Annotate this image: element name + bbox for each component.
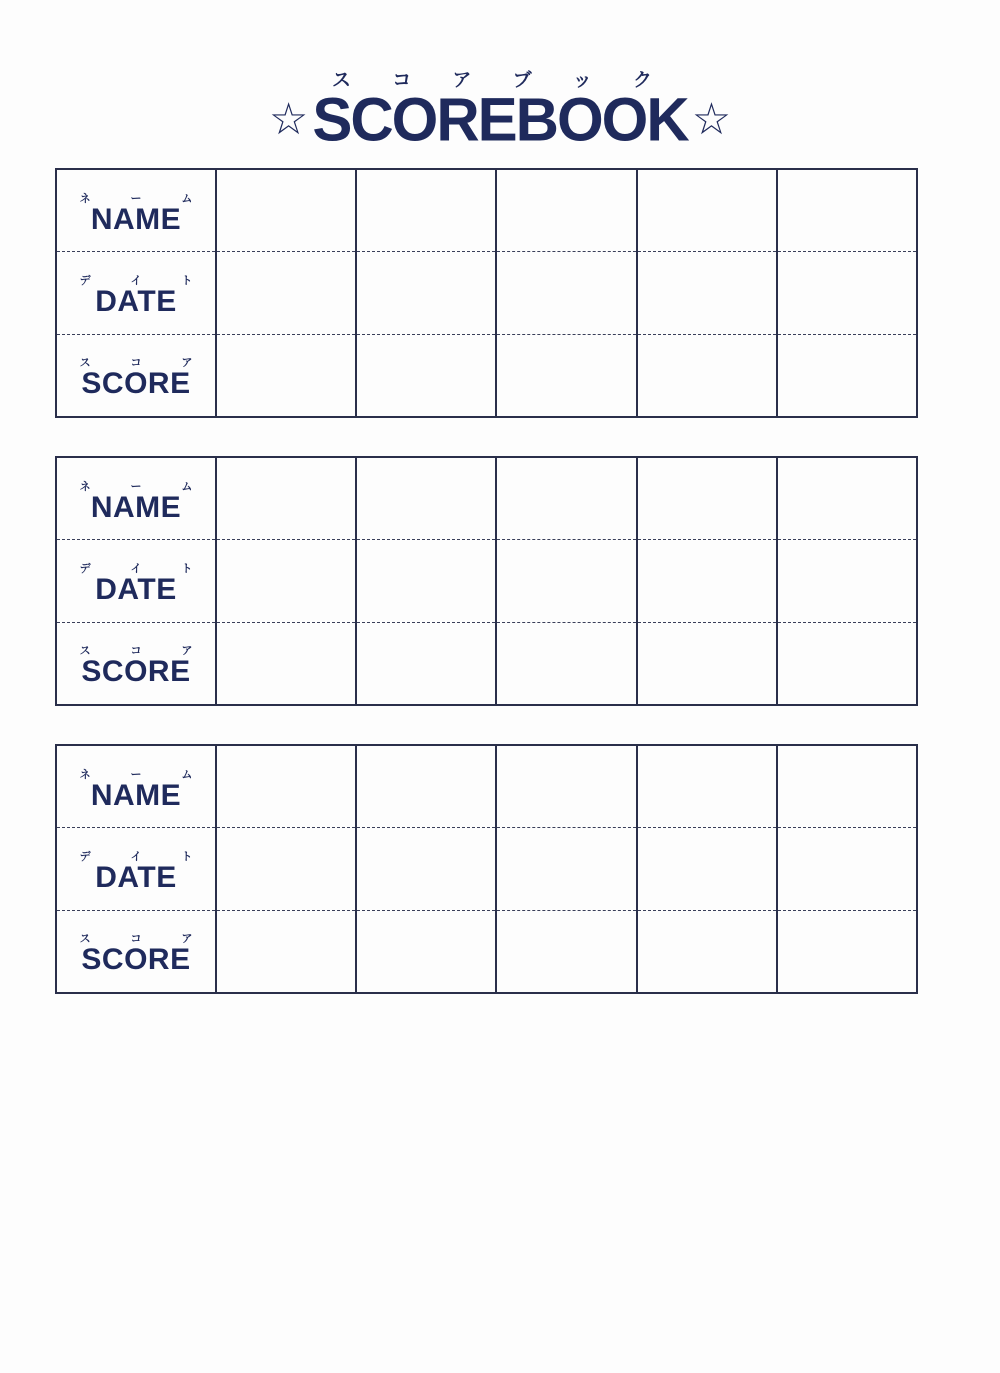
entry-cell-date[interactable] bbox=[357, 827, 495, 909]
row-label-name bbox=[57, 458, 215, 539]
entry-cell-score[interactable] bbox=[497, 334, 635, 416]
entry-cell-date[interactable] bbox=[357, 539, 495, 621]
entry-cell-score[interactable] bbox=[497, 622, 635, 704]
entry-cell-score[interactable] bbox=[217, 910, 355, 992]
entry-cell-score[interactable] bbox=[357, 622, 495, 704]
label-column bbox=[57, 170, 217, 416]
entry-column bbox=[217, 170, 357, 416]
entry-cell-name[interactable] bbox=[497, 458, 635, 539]
row-label-name bbox=[57, 746, 215, 827]
title-ruby-char: ブ bbox=[512, 69, 532, 91]
row-label-date bbox=[57, 251, 215, 333]
star-icon: ☆ bbox=[268, 94, 309, 145]
label-text: NAME bbox=[90, 490, 182, 524]
entry-cell-name[interactable] bbox=[497, 170, 635, 251]
entry-cell-date[interactable] bbox=[497, 827, 635, 909]
entry-cell-score[interactable] bbox=[217, 622, 355, 704]
entry-cell-name[interactable] bbox=[638, 746, 776, 827]
entry-column bbox=[217, 746, 357, 992]
entry-cell-score[interactable] bbox=[638, 334, 776, 416]
entry-cell-date[interactable] bbox=[357, 251, 495, 333]
entry-cell-name[interactable] bbox=[778, 458, 916, 539]
row-label-name bbox=[57, 170, 215, 251]
entry-column bbox=[357, 746, 497, 992]
entry-column bbox=[357, 170, 497, 416]
label-ruby: ネ ー ム bbox=[79, 767, 211, 781]
entry-column bbox=[778, 170, 916, 416]
label-ruby: デ イ ト bbox=[79, 561, 211, 575]
title-ruby-char: ス bbox=[332, 69, 352, 91]
entry-column bbox=[778, 746, 916, 992]
label-text: SCORE bbox=[81, 943, 191, 977]
title-ruby-char: コ bbox=[392, 69, 412, 91]
entry-cell-name[interactable] bbox=[217, 458, 355, 539]
entry-column bbox=[217, 458, 357, 704]
entry-cell-date[interactable] bbox=[217, 827, 355, 909]
entry-cell-name[interactable] bbox=[357, 170, 495, 251]
entry-cell-name[interactable] bbox=[497, 746, 635, 827]
label-ruby: ス コ ア bbox=[79, 356, 211, 370]
page-title bbox=[0, 85, 1000, 154]
score-card bbox=[55, 456, 918, 706]
score-card bbox=[55, 168, 918, 418]
entry-column bbox=[497, 746, 637, 992]
label-column bbox=[57, 746, 217, 992]
row-label-date bbox=[57, 539, 215, 621]
entry-cell-name[interactable] bbox=[638, 170, 776, 251]
label-column bbox=[57, 458, 217, 704]
entry-cell-date[interactable] bbox=[638, 827, 776, 909]
entry-cell-date[interactable] bbox=[217, 539, 355, 621]
entry-cell-name[interactable] bbox=[357, 746, 495, 827]
title-ruby-char: ッ bbox=[572, 69, 592, 91]
entry-column bbox=[357, 458, 497, 704]
label-ruby: ネ ー ム bbox=[79, 191, 211, 205]
label-ruby: デ イ ト bbox=[79, 273, 211, 287]
row-label-score bbox=[57, 622, 215, 704]
entry-column bbox=[497, 170, 637, 416]
score-card bbox=[55, 744, 918, 994]
entry-column bbox=[778, 458, 916, 704]
label-text: NAME bbox=[90, 778, 182, 812]
entry-cell-score[interactable] bbox=[357, 910, 495, 992]
title-ruby-char: ア bbox=[452, 69, 472, 91]
title-ruby-char: ク bbox=[632, 69, 652, 91]
entry-cell-name[interactable] bbox=[217, 170, 355, 251]
label-text: DATE bbox=[95, 284, 177, 318]
entry-column bbox=[638, 746, 778, 992]
entry-cell-name[interactable] bbox=[217, 746, 355, 827]
entry-cell-date[interactable] bbox=[638, 539, 776, 621]
entry-cell-date[interactable] bbox=[497, 251, 635, 333]
entry-cell-date[interactable] bbox=[638, 251, 776, 333]
entry-cell-score[interactable] bbox=[638, 622, 776, 704]
entry-cell-score[interactable] bbox=[497, 910, 635, 992]
row-label-date bbox=[57, 827, 215, 909]
label-ruby: デ イ ト bbox=[79, 849, 211, 863]
label-text: DATE bbox=[95, 860, 177, 894]
entry-column bbox=[638, 458, 778, 704]
entry-column bbox=[497, 458, 637, 704]
label-ruby: ス コ ア bbox=[79, 932, 211, 946]
label-text: NAME bbox=[90, 202, 182, 236]
entry-cell-name[interactable] bbox=[638, 458, 776, 539]
scorebook-header bbox=[0, 69, 1000, 154]
entry-cell-date[interactable] bbox=[778, 827, 916, 909]
title-text: SCOREBOOK bbox=[312, 85, 688, 154]
entry-cell-date[interactable] bbox=[497, 539, 635, 621]
entry-cell-score[interactable] bbox=[638, 910, 776, 992]
label-text: DATE bbox=[95, 572, 177, 606]
entry-cell-date[interactable] bbox=[217, 251, 355, 333]
entry-cell-name[interactable] bbox=[357, 458, 495, 539]
entry-cell-score[interactable] bbox=[778, 910, 916, 992]
entry-cell-score[interactable] bbox=[357, 334, 495, 416]
label-text: SCORE bbox=[81, 655, 191, 689]
label-text: SCORE bbox=[81, 367, 191, 401]
row-label-score bbox=[57, 334, 215, 416]
entry-cell-date[interactable] bbox=[778, 539, 916, 621]
entry-cell-name[interactable] bbox=[778, 746, 916, 827]
entry-cell-score[interactable] bbox=[217, 334, 355, 416]
row-label-score bbox=[57, 910, 215, 992]
entry-cell-score[interactable] bbox=[778, 622, 916, 704]
entry-column bbox=[638, 170, 778, 416]
entry-cell-name[interactable] bbox=[778, 170, 916, 251]
label-ruby: ス コ ア bbox=[79, 644, 211, 658]
star-icon: ☆ bbox=[691, 94, 732, 145]
label-ruby: ネ ー ム bbox=[79, 479, 211, 493]
entry-cell-score[interactable] bbox=[778, 334, 916, 416]
entry-cell-date[interactable] bbox=[778, 251, 916, 333]
